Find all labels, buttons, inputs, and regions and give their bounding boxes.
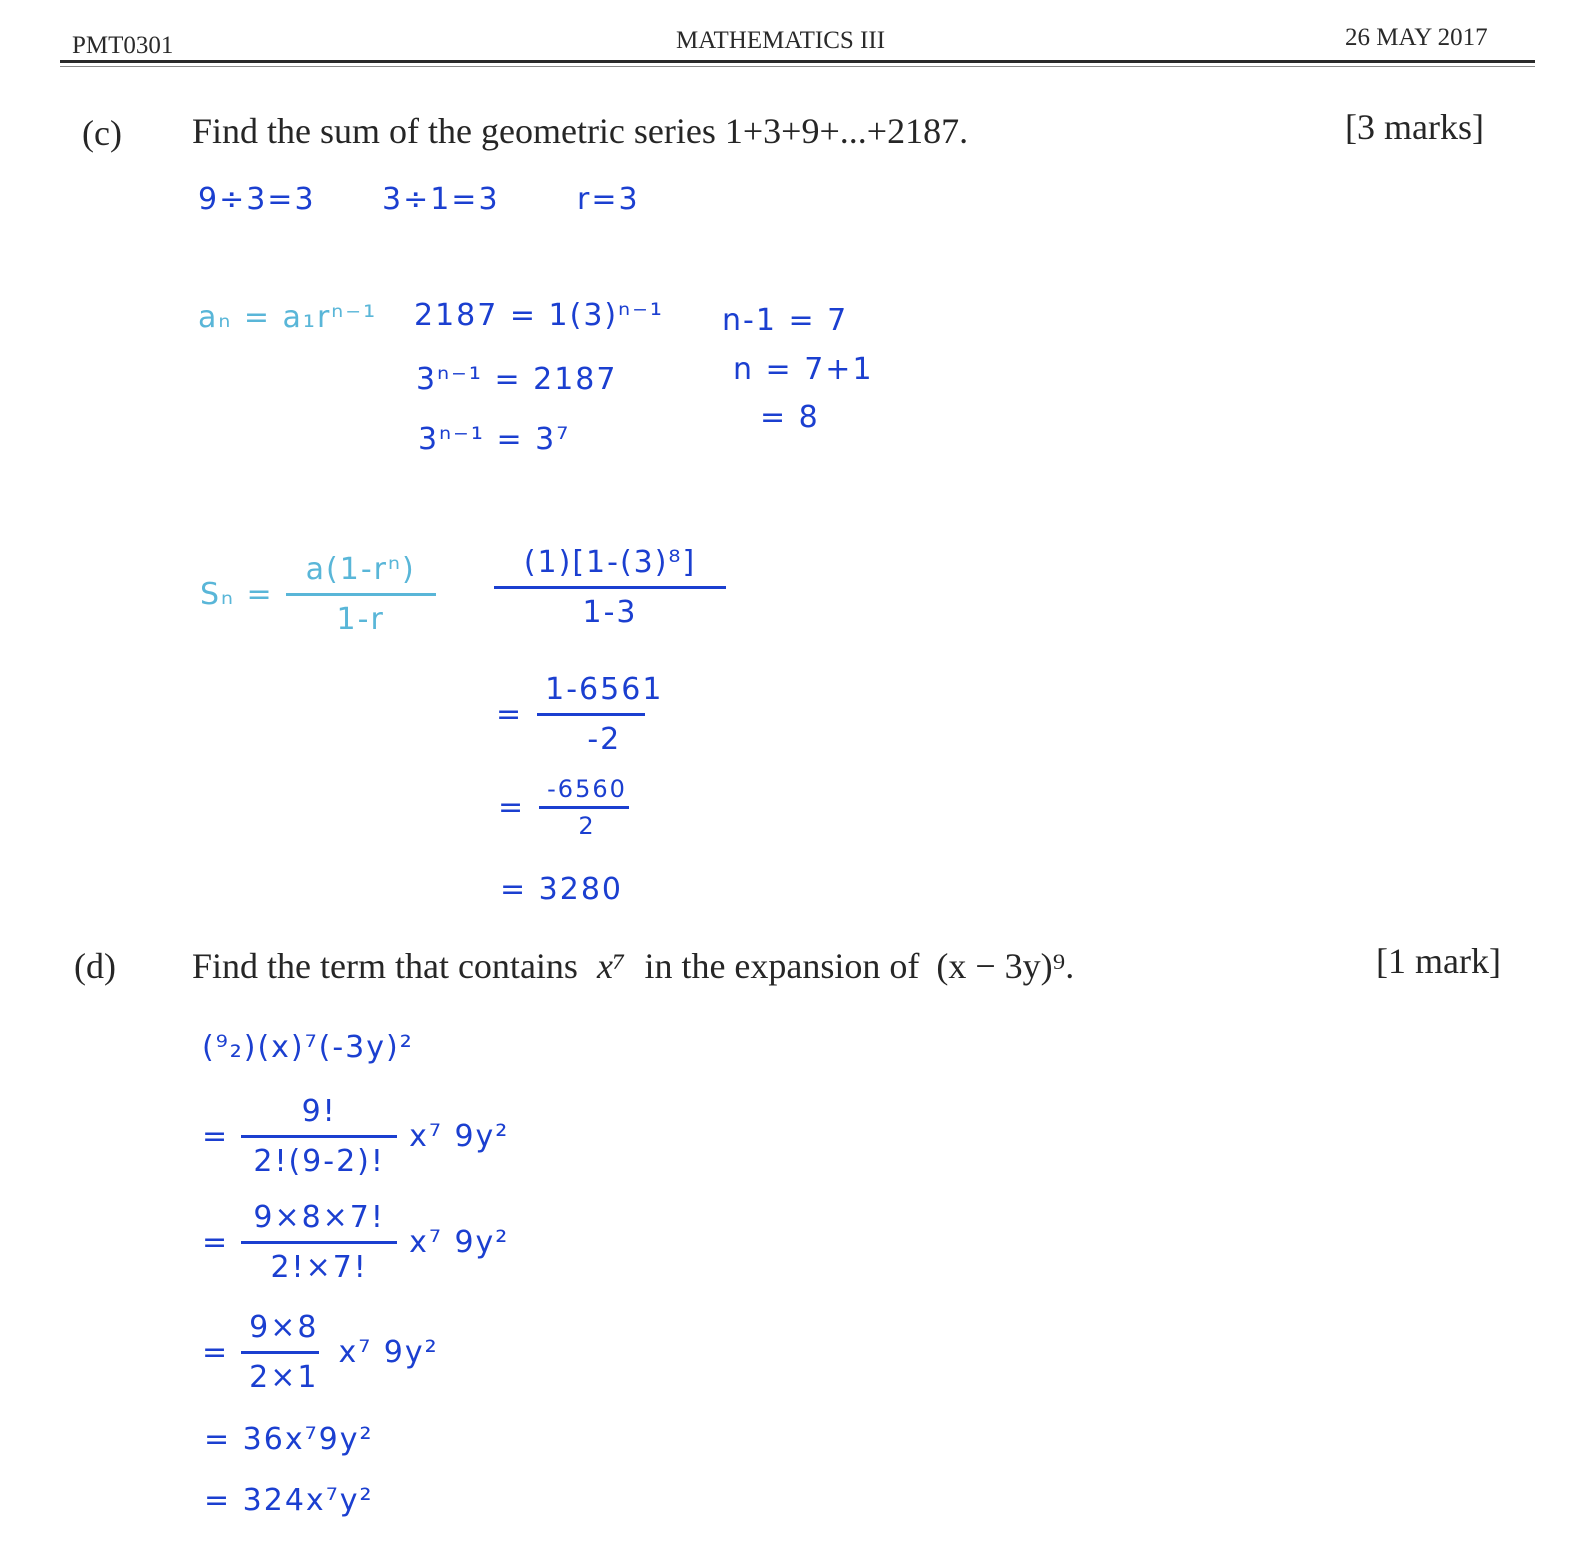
part-d-question-expression: (x − 3y)⁹. <box>936 946 1075 986</box>
equals-sign: = <box>202 1119 230 1154</box>
part-c-label: (c) <box>82 113 122 153</box>
equals-sign: = <box>202 1335 230 1370</box>
part-c-marks: [3 marks] <box>1345 107 1484 147</box>
ratio-result: r=3 <box>577 182 640 217</box>
part-d-question <box>192 945 1074 987</box>
binomial-step-2-numerator: 9×8×7! <box>253 1200 385 1235</box>
sum-eq-2-denominator: 2 <box>578 812 596 840</box>
binomial-step-3-fraction <box>241 1310 326 1395</box>
n-solve-1: n-1 = 7 <box>722 303 849 338</box>
equals-sign: = <box>496 697 524 732</box>
nth-term-step-2: 3ⁿ⁻¹ = 2187 <box>416 362 618 397</box>
sum-formula <box>200 552 436 637</box>
sum-eq-2-numerator: -6560 <box>547 775 627 803</box>
nth-term-step-1: 2187 = 1(3)ⁿ⁻¹ <box>414 298 664 333</box>
binomial-step-4: = 36x⁷9y² <box>204 1422 374 1457</box>
binomial-step-3 <box>202 1310 439 1395</box>
header-rule <box>60 60 1535 63</box>
sum-formula-fraction <box>286 552 436 637</box>
fraction-bar <box>539 806 629 809</box>
fraction-bar <box>494 586 726 589</box>
binomial-step-1-numerator: 9! <box>301 1094 337 1129</box>
course-code: PMT0301 <box>72 32 174 59</box>
sum-formula-denominator: 1-r <box>336 602 385 637</box>
subject-title: MATHEMATICS III <box>676 27 886 54</box>
fraction-bar <box>286 593 436 596</box>
sum-eq-2-fraction <box>539 775 635 840</box>
binomial-step-2-fraction <box>241 1200 397 1285</box>
binomial-step-1-denominator: 2!(9-2)! <box>253 1144 385 1179</box>
sum-formula-lhs: Sₙ = <box>200 577 274 612</box>
fraction-bar <box>241 1135 397 1138</box>
nth-term-formula: aₙ = a₁rⁿ⁻¹ <box>198 300 378 335</box>
part-d-question-power: x⁷ <box>596 946 626 986</box>
binomial-result: = 324x⁷y² <box>204 1483 374 1518</box>
sum-eq-2 <box>498 775 635 840</box>
sum-eq-1-numerator: 1-6561 <box>545 672 664 707</box>
n-solve-2: n = 7+1 <box>733 352 874 387</box>
fraction-bar <box>537 713 645 716</box>
sum-substitution-fraction <box>494 545 726 630</box>
part-c-question: Find the sum of the geometric series 1+3+9+...+2187. <box>192 111 969 151</box>
fraction-bar <box>241 1351 319 1354</box>
equals-sign: = <box>498 790 526 825</box>
sum-substitution-denominator: 1-3 <box>582 595 638 630</box>
sum-eq-1 <box>496 672 671 757</box>
nth-term-step-3: 3ⁿ⁻¹ = 3⁷ <box>418 422 571 457</box>
part-d-marks: [1 mark] <box>1376 941 1501 981</box>
n-solve-3: = 8 <box>760 400 820 435</box>
equals-sign: = <box>202 1225 230 1260</box>
part-d-question-text-a: Find the term that contains <box>192 946 578 986</box>
sum-result: = 3280 <box>500 872 624 907</box>
binomial-step-1 <box>202 1094 509 1179</box>
ratio-calc-2: 3÷1=3 <box>382 182 500 217</box>
binomial-step-2-tail: x⁷ 9y² <box>409 1225 510 1260</box>
binomial-step-3-numerator: 9×8 <box>249 1310 319 1345</box>
sum-eq-1-denominator: -2 <box>587 722 622 757</box>
ratio-calc-1: 9÷3=3 <box>198 182 316 217</box>
binomial-step-1-fraction <box>241 1094 397 1179</box>
sum-substitution <box>494 545 726 630</box>
binomial-step-1-tail: x⁷ 9y² <box>409 1119 510 1154</box>
exam-date: 26 MAY 2017 <box>1345 24 1488 51</box>
part-d-label: (d) <box>74 946 116 986</box>
fraction-bar <box>241 1241 397 1244</box>
binomial-step-3-denominator: 2×1 <box>249 1360 319 1395</box>
sum-eq-1-fraction <box>537 672 671 757</box>
binomial-step-3-tail: x⁷ 9y² <box>338 1335 439 1370</box>
sum-substitution-numerator: (1)[1-(3)⁸] <box>523 545 697 580</box>
part-d-question-text-b: in the expansion of <box>644 946 920 986</box>
binomial-step-2 <box>202 1200 509 1285</box>
sum-formula-numerator: a(1-rⁿ) <box>305 552 416 587</box>
binomial-term: (⁹₂)(x)⁷(-3y)² <box>202 1030 414 1065</box>
header-rule-thin <box>60 66 1535 67</box>
binomial-step-2-denominator: 2!×7! <box>270 1250 368 1285</box>
